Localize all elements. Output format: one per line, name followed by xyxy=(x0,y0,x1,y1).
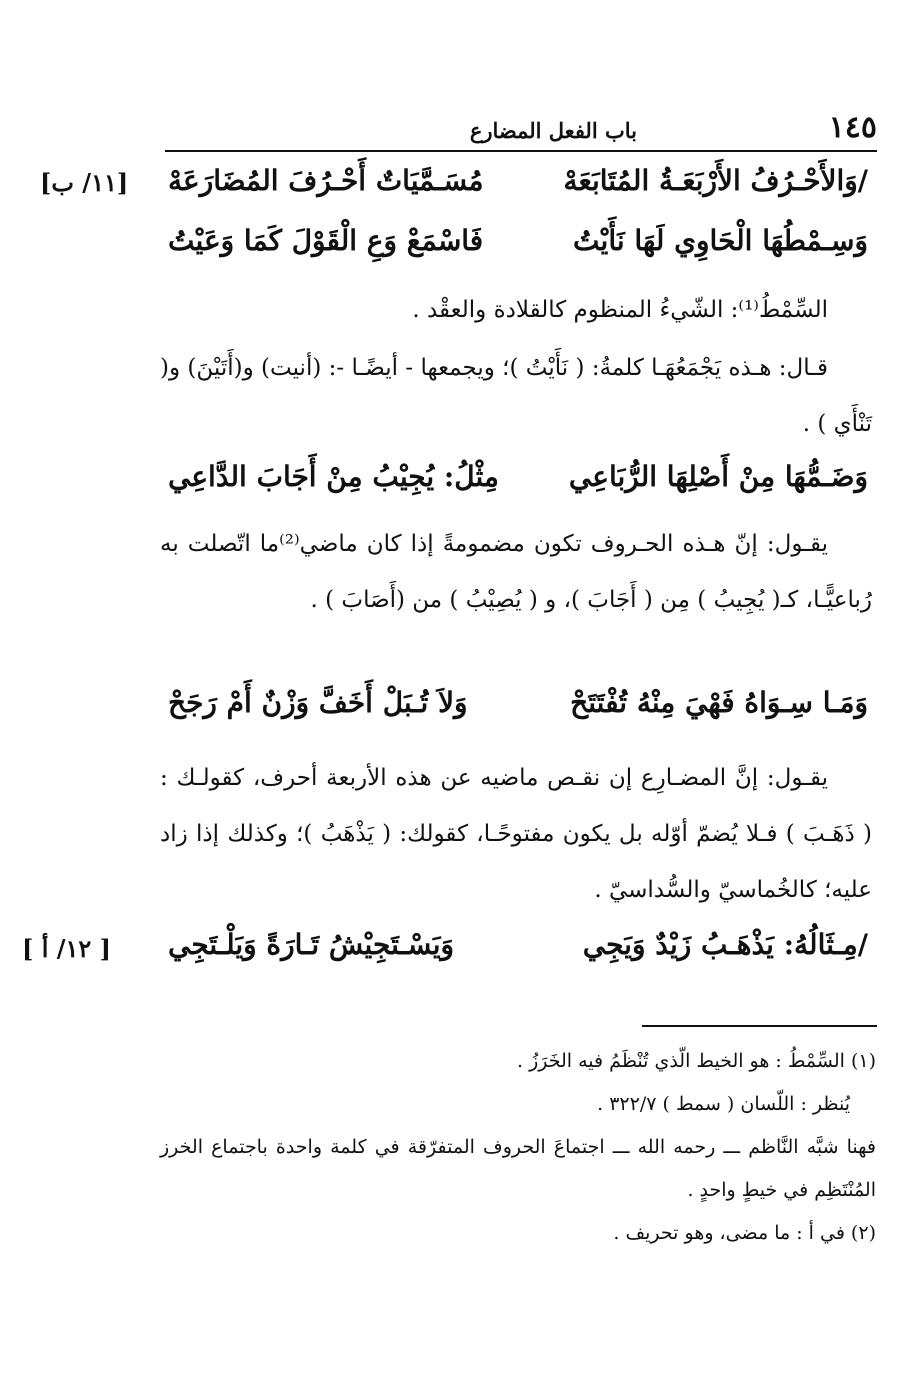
commentary-paragraph xyxy=(160,340,872,452)
page-header xyxy=(165,108,877,152)
folio-marker-bottom: [ ١٢/ أ ] xyxy=(22,934,111,963)
paragraph-text: يقـول: إنّ هـذه الحـروف تكون مضمومةً إذا كان ماضي⁽²⁾ما اتّصلت به رُباعيًّـا، كـ( يُجِيبُ ) مِن ( أَجَابَ )، و ( يُصِيْبُ ) من (أَصَابَ ) . xyxy=(160,531,872,613)
verse-first-hemistich: /وَالأَحْـرُفُ الأَرْبَعَـةُ المُتَابَعَهْ xyxy=(563,164,868,197)
reference-text: يُنظر : اللّسان ( سمط ) ٣٢٢/٧ . xyxy=(597,1093,850,1115)
footnotes xyxy=(160,1040,876,1255)
verse-second-hemistich: مُسَـمَّيَاتٌ أَحْـرُفَ المُضَارَعَهْ xyxy=(168,164,484,197)
chapter-title: باب الفعل المضارع xyxy=(469,118,637,143)
verse-first-hemistich: وَسِـمْطُهَا الْحَاوِي لَهَا نَأَيْتُ xyxy=(573,224,868,257)
header-rule xyxy=(165,150,877,152)
folio-marker-top: [١١/ ب] xyxy=(40,168,129,197)
footnote-1: (١) السِّمْطُ : هو الخيط الّذي تُنْظَمُ فيه الخَرَزُ . xyxy=(517,1050,876,1072)
footnote-1-reference xyxy=(160,1083,876,1126)
paragraph-text: يقـول: إنَّ المضـارِع إن نقـص ماضيه عن هذه الأربعة أحرف، كقولـك : ( ذَهَـبَ ) فـلا يُضمّ أوّله بل يكون مفتوحًـا، كقولك: ( يَذْهَبُ )؛ وكذلك إذا زاد عليه؛ كالخُماسيّ والسُّداسيّ . xyxy=(160,765,872,903)
verse-first-hemistich: /مِـثَالُهُ: يَذْهَـبُ زَيْدٌ وَيَجِي xyxy=(582,928,868,961)
footnote-rule xyxy=(642,1025,877,1027)
page-number: ١٤٥ xyxy=(828,110,877,145)
paragraph-text: قـال: هـذه يَجْمَعُهَـا كلمةُ: ( نَأَيْتُ )؛ ويجمعها - أيضًـا -: (أنيت) و(أَتَيْنَ) و( تَنْأَي ) . xyxy=(160,355,872,437)
commentary-paragraph xyxy=(160,750,872,918)
verse-second-hemistich: وَلاَ تُـبَلْ أَخَفَّ وَزْنٌ أَمْ رَجَحْ xyxy=(168,686,468,719)
verse-line xyxy=(168,160,868,216)
verse-second-hemistich: مِثْلُ: يُجِيْبُ مِنْ أَجَابَ الدَّاعِي xyxy=(168,460,499,493)
footnote-1-note: فهنا شبَّه النَّاظم ـــ رحمه الله ـــ اجتماعَ الحروف المتفرّقة في كلمة واحدة باجتماع الخرز المُنْتَظِم في خيطٍ واحدٍ . xyxy=(160,1136,876,1201)
verse-line xyxy=(168,924,868,980)
verse-first-hemistich: وَضَـمُّهَا مِنْ أَصْلِهَا الرُّبَاعِي xyxy=(568,460,868,493)
paragraph-text: السِّمْطُ⁽¹⁾: الشّيءُ المنظوم كالقلادة والعقْد . xyxy=(412,297,828,323)
commentary-paragraph xyxy=(160,282,872,338)
verse-line xyxy=(168,220,868,276)
commentary-paragraph xyxy=(160,516,872,628)
verse-line xyxy=(168,456,868,512)
footnote-2: (٢) في أ : ما مضى، وهو تحريف . xyxy=(613,1222,876,1244)
verse-second-hemistich: وَيَسْـتَجِيْشُ تَـارَةً وَيَلْـتَجِي xyxy=(168,928,455,961)
verse-first-hemistich: وَمَـا سِـوَاهُ فَهْيَ مِنْهُ تُفْتَتَحْ xyxy=(570,686,868,719)
verse-line xyxy=(168,682,868,738)
verse-second-hemistich: فَاسْمَعْ وَعِ الْقَوْلَ كَمَا وَعَيْتُ xyxy=(168,224,484,257)
